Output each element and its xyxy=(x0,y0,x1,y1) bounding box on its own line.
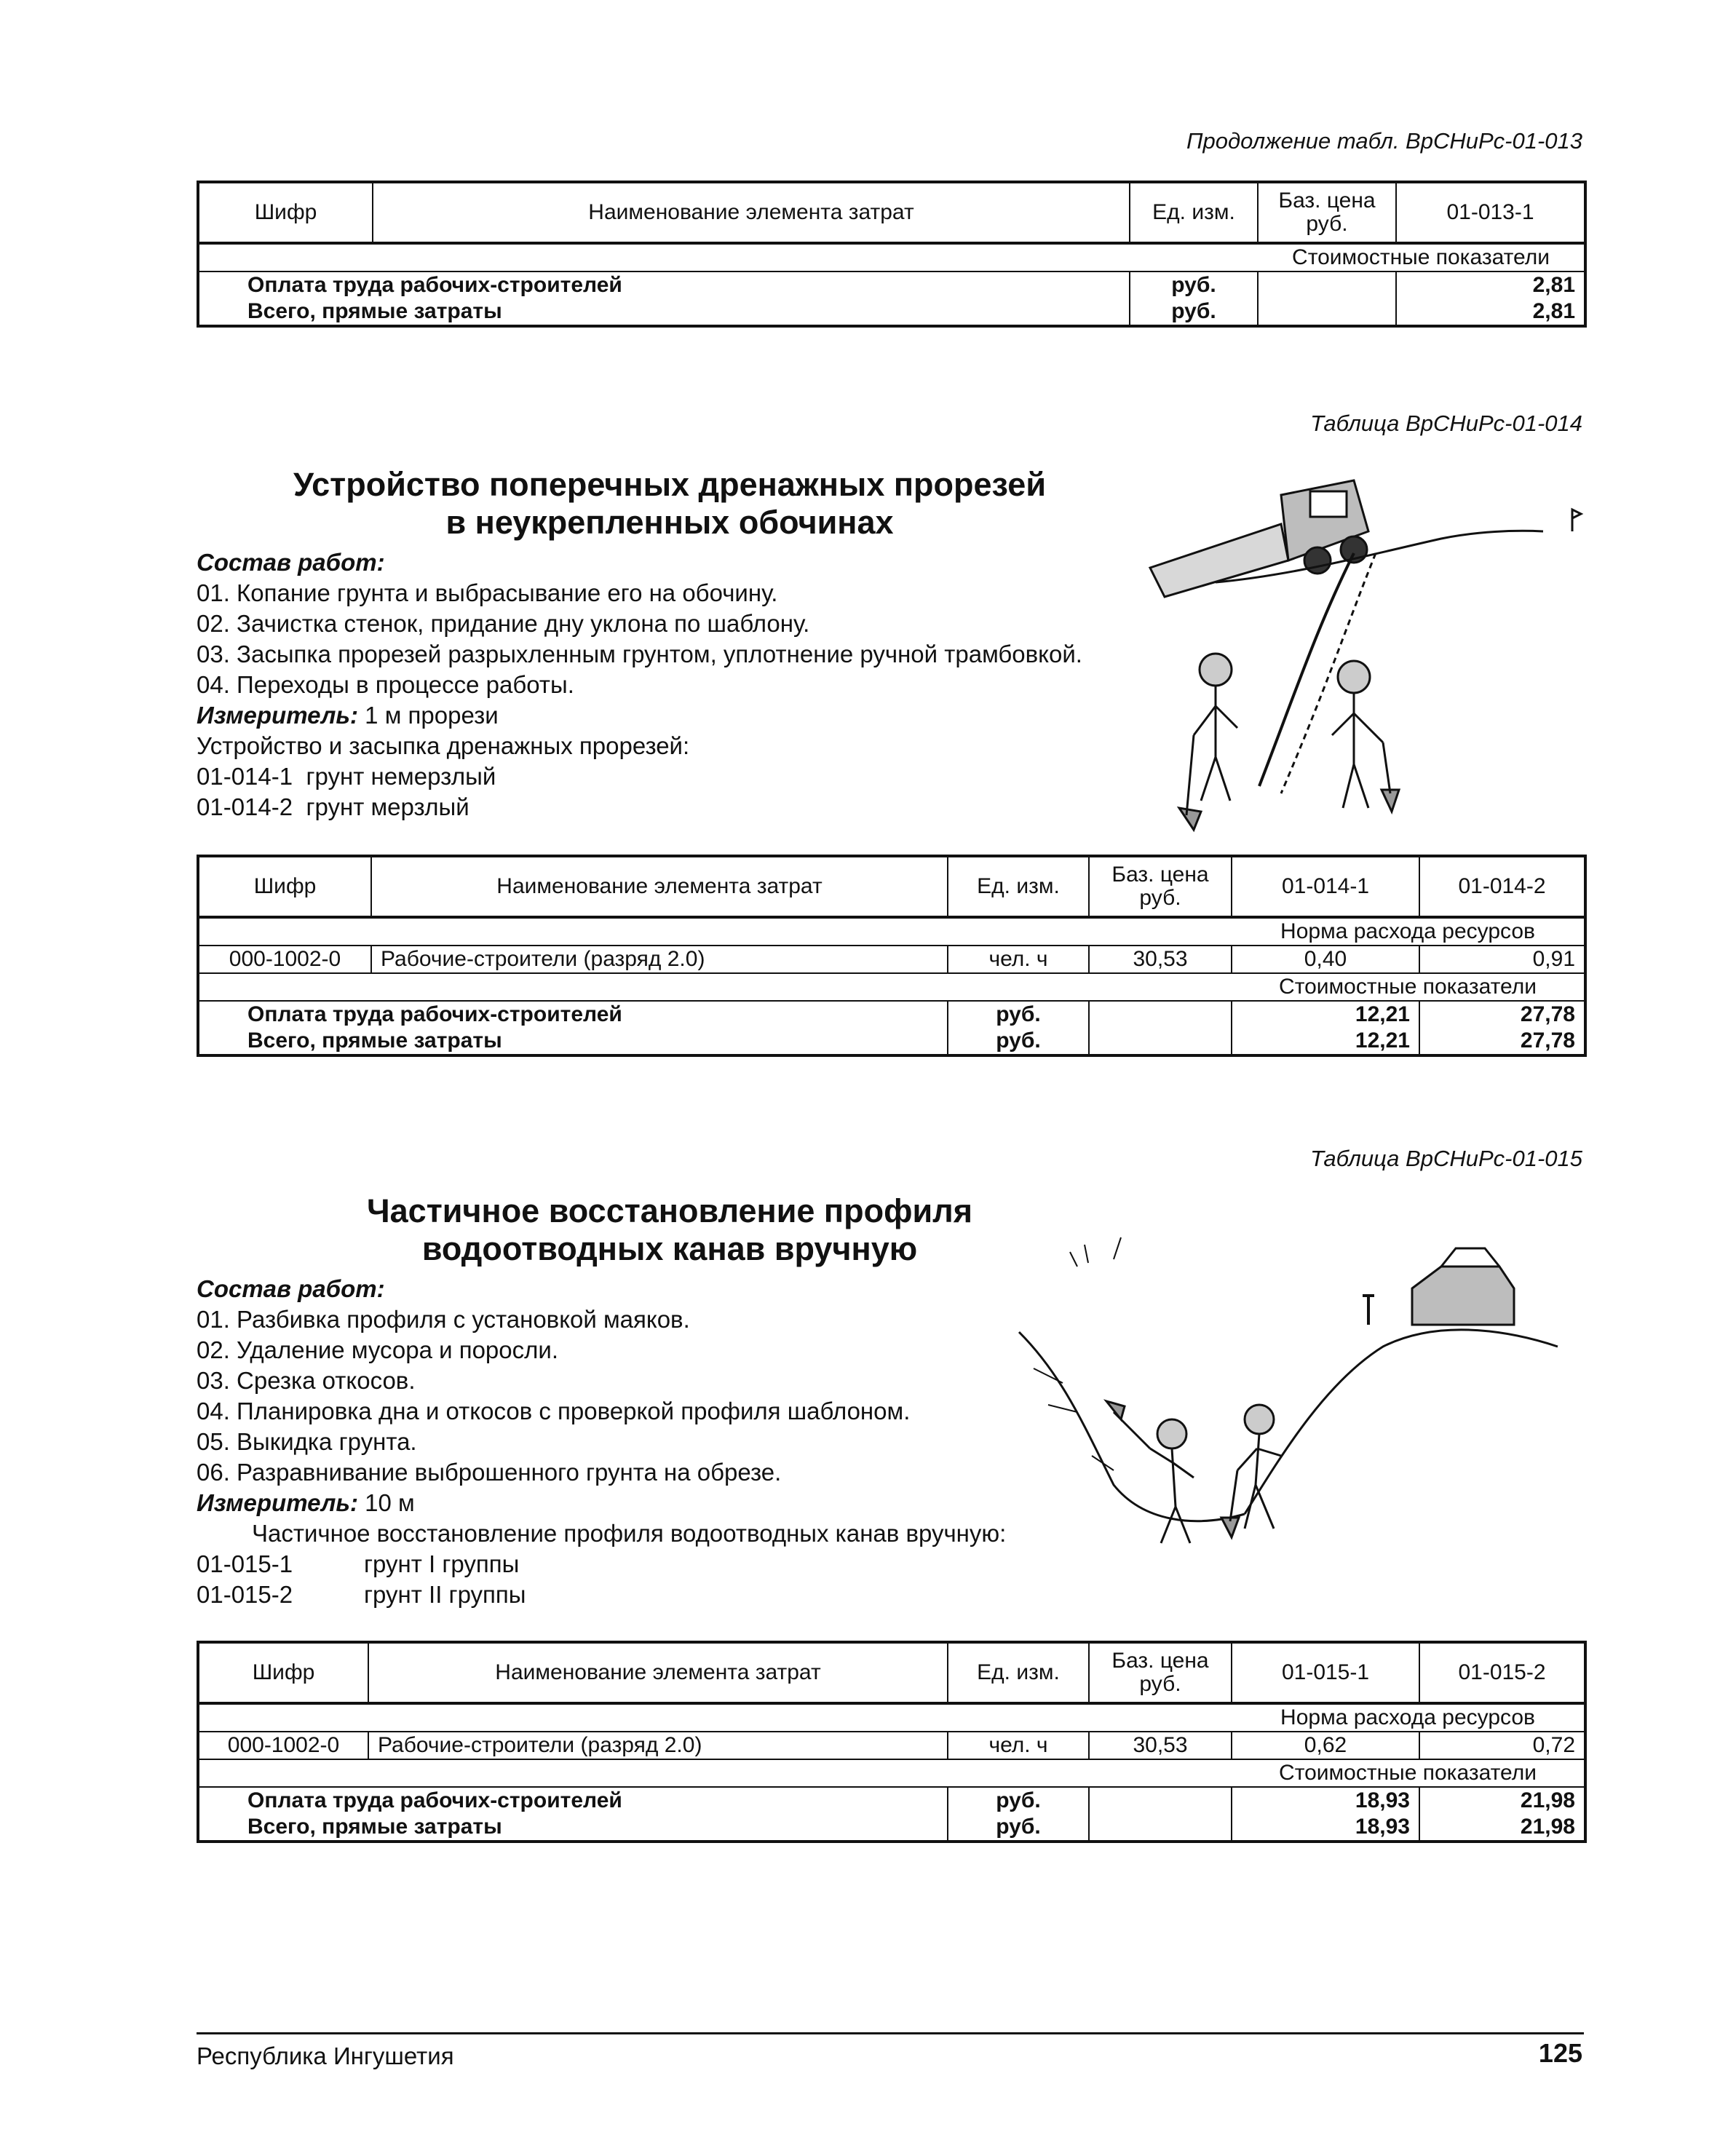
work-step: 03. Срезка откосов. xyxy=(197,1367,416,1394)
resource-price: 30,53 xyxy=(1089,946,1232,973)
resource-value-2: 0,72 xyxy=(1419,1732,1585,1759)
table-caption-014: Таблица ВрСНиРс-01-014 xyxy=(1310,411,1582,436)
work-step: 04. Переходы в процессе работы. xyxy=(197,671,574,698)
resource-value-2: 0,91 xyxy=(1419,946,1585,973)
section-row-cost xyxy=(198,973,1585,1001)
resource-value-1: 0,62 xyxy=(1232,1732,1419,1759)
drainage-cut-illustration xyxy=(1136,451,1587,844)
header-price: Баз. цена руб. xyxy=(1089,856,1232,917)
header-unit: Ед. изм. xyxy=(948,1642,1089,1703)
meter-label: Измеритель: xyxy=(197,1489,358,1516)
total-value: 2,81 xyxy=(1396,298,1585,326)
table-header-row xyxy=(198,182,1585,243)
total-value-2: 27,78 xyxy=(1419,1028,1585,1055)
ditch-profile-illustration xyxy=(1004,1237,1572,1558)
work-description-014 xyxy=(197,547,1082,823)
section-label: Стоимостные показатели xyxy=(1232,1759,1585,1787)
total-name: Оплата труда рабочих-строителей xyxy=(198,1001,948,1028)
composition-label: Состав работ: xyxy=(197,1275,385,1302)
variant-line xyxy=(197,792,1082,823)
work-step: 03. Засыпка прорезей разрыхленным грунтом, уплотнение ручной трамбовкой. xyxy=(197,641,1082,667)
section-row-cost xyxy=(198,243,1585,272)
resource-code: 000-1002-0 xyxy=(198,946,371,973)
resource-value-1: 0,40 xyxy=(1232,946,1419,973)
header-price: Баз. цена руб. xyxy=(1089,1642,1232,1703)
total-value-1: 18,93 xyxy=(1232,1787,1419,1814)
section-row-cost xyxy=(198,1759,1585,1787)
resource-unit: чел. ч xyxy=(948,946,1089,973)
section-title-015 xyxy=(197,1192,1143,1268)
section-label: Норма расхода ресурсов xyxy=(1232,1703,1585,1732)
header-col2: 01-014-2 xyxy=(1419,856,1585,917)
title-line: водоотводных канав вручную xyxy=(421,1230,918,1267)
title-line: в неукрепленных обочинах xyxy=(445,504,894,541)
work-step: 04. Планировка дна и откосов с проверкой профиля шаблоном. xyxy=(197,1398,911,1424)
resource-row xyxy=(198,1732,1585,1759)
header-name: Наименование элемента затрат xyxy=(373,182,1130,243)
section-label: Стоимостные показатели xyxy=(1232,973,1585,1001)
total-value-2: 27,78 xyxy=(1419,1001,1585,1028)
variants-intro: Устройство и засыпка дренажных прорезей: xyxy=(197,732,690,759)
work-step: 01. Копание грунта и выбрасывание его на обочину. xyxy=(197,579,778,606)
work-step: 06. Разравнивание выброшенного грунта на обрезе. xyxy=(197,1459,782,1486)
header-code: Шифр xyxy=(198,182,373,243)
header-col1: 01-014-1 xyxy=(1232,856,1419,917)
meter-label: Измеритель: xyxy=(197,702,358,729)
work-step: 02. Удаление мусора и поросли. xyxy=(197,1336,558,1363)
title-line: Устройство поперечных дренажных прорезей xyxy=(293,466,1046,503)
table-header-row xyxy=(198,1642,1585,1703)
header-price: Баз. цена руб. xyxy=(1258,182,1396,243)
total-name: Всего, прямые затраты xyxy=(198,1028,948,1055)
table-014 xyxy=(197,855,1587,1057)
variant-code: 01-015-1 xyxy=(197,1550,293,1577)
total-row xyxy=(198,1814,1585,1842)
meter-value: 1 м прорези xyxy=(365,702,499,729)
total-name: Оплата труда рабочих-строителей xyxy=(198,1787,948,1814)
work-step: 05. Выкидка грунта. xyxy=(197,1428,417,1455)
total-row xyxy=(198,1028,1585,1055)
continuation-caption: Продолжение табл. ВрСНиРс-01-013 xyxy=(1186,128,1582,154)
header-unit: Ед. изм. xyxy=(948,856,1089,917)
variant-desc: грунт II группы xyxy=(364,1581,526,1608)
resource-code: 000-1002-0 xyxy=(198,1732,368,1759)
header-unit: Ед. изм. xyxy=(1130,182,1258,243)
resource-unit: чел. ч xyxy=(948,1732,1089,1759)
header-name: Наименование элемента затрат xyxy=(368,1642,948,1703)
meter-line xyxy=(197,700,1082,731)
variant-code: 01-014-2 xyxy=(197,793,293,820)
header-col1: 01-015-1 xyxy=(1232,1642,1419,1703)
table-header-row xyxy=(198,856,1585,917)
resource-name: Рабочие-строители (разряд 2.0) xyxy=(368,1732,948,1759)
variant-line xyxy=(197,761,1082,792)
variant-desc: грунт I группы xyxy=(364,1550,520,1577)
total-value: 2,81 xyxy=(1396,272,1585,298)
composition-label: Состав работ: xyxy=(197,549,385,576)
header-code: Шифр xyxy=(198,1642,368,1703)
title-line: Частичное восстановление профиля xyxy=(367,1192,972,1229)
page-number: 125 xyxy=(1538,2038,1582,2068)
header-code: Шифр xyxy=(198,856,371,917)
header-name: Наименование элемента затрат xyxy=(371,856,948,917)
section-row-norm xyxy=(198,917,1585,946)
variants-intro: Частичное восстановление профиля водоотводных канав вручную: xyxy=(252,1520,1007,1547)
resource-price: 30,53 xyxy=(1089,1732,1232,1759)
variant-code: 01-015-2 xyxy=(197,1581,293,1608)
table-013 xyxy=(197,181,1587,328)
header-col1: 01-013-1 xyxy=(1396,182,1585,243)
footer-divider xyxy=(197,2032,1584,2034)
meter-value: 10 м xyxy=(365,1489,415,1516)
total-row xyxy=(198,298,1585,326)
total-unit: руб. xyxy=(948,1001,1089,1028)
total-row xyxy=(198,1787,1585,1814)
total-unit: руб. xyxy=(1130,298,1258,326)
work-step: 01. Разбивка профиля с установкой маяков. xyxy=(197,1306,690,1333)
variant-line xyxy=(197,1580,1006,1610)
total-unit: руб. xyxy=(948,1814,1089,1842)
total-value-1: 18,93 xyxy=(1232,1814,1419,1842)
variant-desc: грунт немерзлый xyxy=(306,763,496,790)
header-col2: 01-015-2 xyxy=(1419,1642,1585,1703)
total-value-2: 21,98 xyxy=(1419,1814,1585,1842)
resource-name: Рабочие-строители (разряд 2.0) xyxy=(371,946,948,973)
total-unit: руб. xyxy=(948,1028,1089,1055)
section-label: Норма расхода ресурсов xyxy=(1232,917,1585,946)
meter-line xyxy=(197,1488,1006,1518)
total-value-1: 12,21 xyxy=(1232,1028,1419,1055)
table-caption-015: Таблица ВрСНиРс-01-015 xyxy=(1310,1146,1582,1171)
work-description-015 xyxy=(197,1274,1006,1610)
total-value-2: 21,98 xyxy=(1419,1787,1585,1814)
total-unit: руб. xyxy=(1130,272,1258,298)
total-unit: руб. xyxy=(948,1787,1089,1814)
section-title-014 xyxy=(197,466,1143,542)
variant-line xyxy=(197,1549,1006,1580)
section-label: Стоимостные показатели xyxy=(1258,243,1585,272)
total-name: Всего, прямые затраты xyxy=(198,298,1130,326)
resource-row xyxy=(198,946,1585,973)
footer-region: Республика Ингушетия xyxy=(197,2042,454,2069)
variant-desc: грунт мерзлый xyxy=(306,793,469,820)
section-row-norm xyxy=(198,1703,1585,1732)
total-row xyxy=(198,1001,1585,1028)
total-row xyxy=(198,272,1585,298)
total-name: Всего, прямые затраты xyxy=(198,1814,948,1842)
total-name: Оплата труда рабочих-строителей xyxy=(198,272,1130,298)
total-value-1: 12,21 xyxy=(1232,1001,1419,1028)
variant-code: 01-014-1 xyxy=(197,763,293,790)
table-015 xyxy=(197,1641,1587,1843)
work-step: 02. Зачистка стенок, придание дну уклона по шаблону. xyxy=(197,610,810,637)
